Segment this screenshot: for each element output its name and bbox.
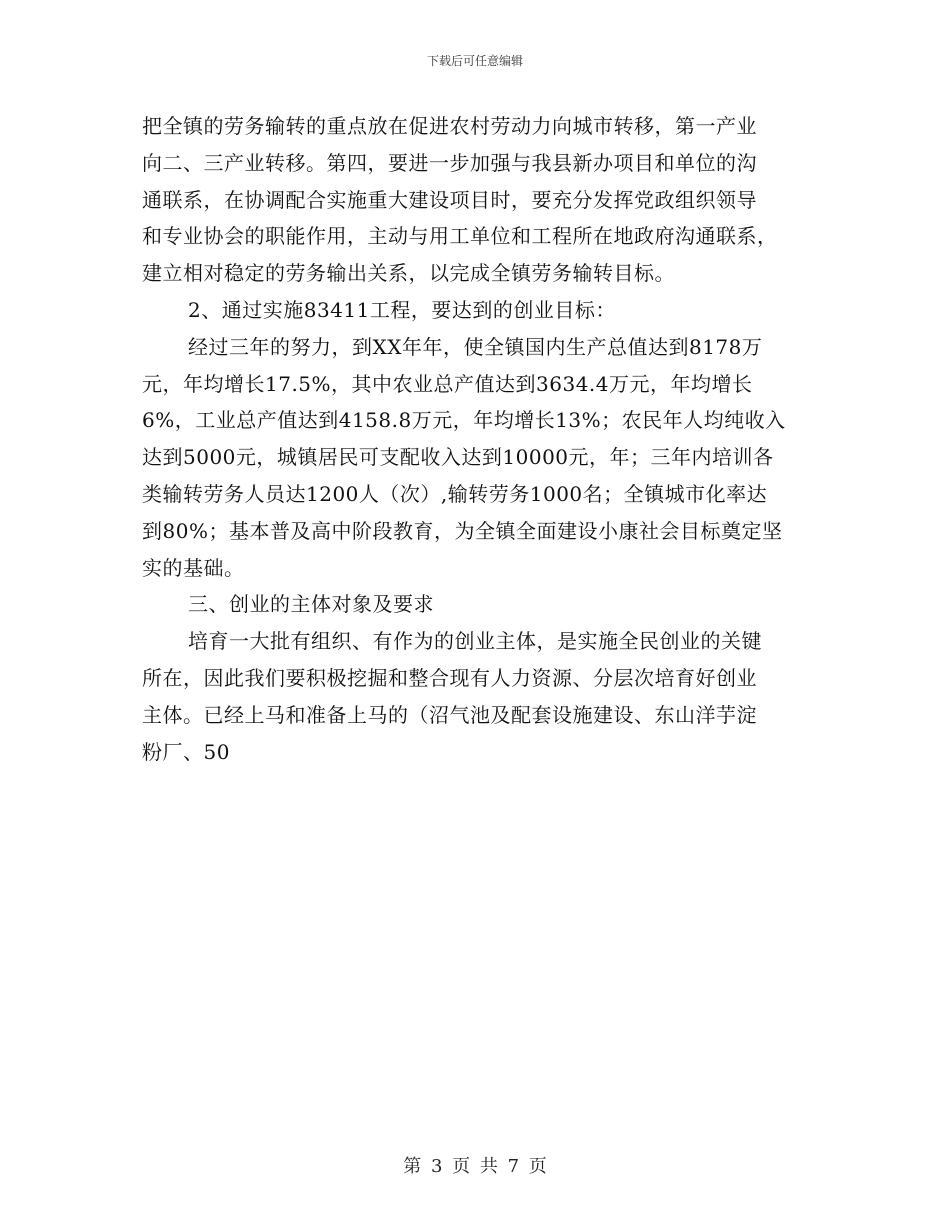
body-line: 向二、三产业转移。第四，要进一步加强与我县新办项目和单位的沟 xyxy=(142,150,757,175)
body-line: 6%，工业总产值达到4158.8万元，年均增长13%；农民年人均纯收入 xyxy=(142,408,786,433)
body-line: 实的基础。 xyxy=(142,555,245,580)
page-header-note: 下载后可任意编辑 xyxy=(426,54,523,68)
body-line: 粉厂、50 xyxy=(142,739,230,764)
body-line: 所在，因此我们要积极挖掘和整合现有人力资源、分层次培育好创业 xyxy=(142,665,757,690)
body-line: 类输转劳务人员达1200人（次）,输转劳务1000名；全镇城市化率达 xyxy=(142,481,768,506)
document-body xyxy=(142,108,810,770)
body-line: 经过三年的努力，到XX年年，使全镇国内生产总值达到8178万 xyxy=(188,334,763,359)
body-line: 元，年均增长17.5%，其中农业总产值达到3634.4万元，年均增长 xyxy=(142,371,753,396)
page-number: 第 3 页 共 7 页 xyxy=(403,1156,547,1177)
body-line: 和专业协会的职能作用，主动与用工单位和工程所在地政府沟通联系， xyxy=(142,224,778,249)
body-line: 到80%；基本普及高中阶段教育，为全镇全面建设小康社会目标奠定坚 xyxy=(142,518,783,543)
body-line: 主体。已经上马和准备上马的（沼气池及配套设施建设、东山洋芋淀 xyxy=(142,702,757,727)
body-line: 培育一大批有组织、有作为的创业主体，是实施全民创业的关键 xyxy=(188,629,762,654)
body-line: 把全镇的劳务输转的重点放在促进农村劳动力向城市转移，第一产业 xyxy=(142,114,757,138)
section-heading: 三、创业的主体对象及要求 xyxy=(188,592,434,617)
body-line: 达到5000元，城镇居民可支配收入达到10000元，年；三年内培训各 xyxy=(142,445,774,470)
section-heading: 2、通过实施83411工程，要达到的创业目标： xyxy=(188,297,616,322)
body-line: 建立相对稳定的劳务输出关系，以完成全镇劳务输转目标。 xyxy=(142,261,675,286)
body-line: 通联系，在协调配合实施重大建设项目时，要充分发挥党政组织领导 xyxy=(142,187,757,212)
